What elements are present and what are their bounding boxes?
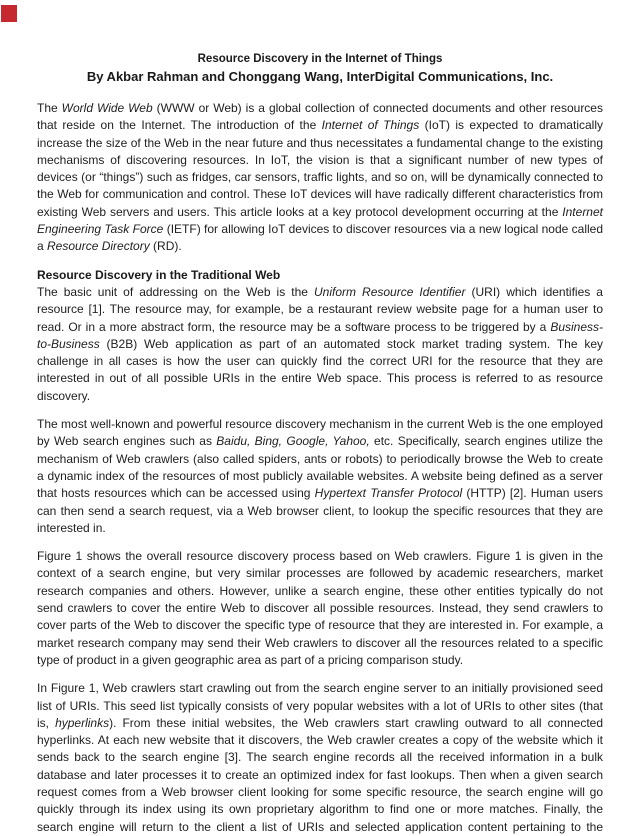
text-run: (RD). [149,239,182,254]
text-run: (IoT) is expected to dramatically increase the size of the Web in the near future and thus necessitates a fundamental change to the existing mechanisms of discovering resources. In IoT, the vision is that a significant number of new types of devices (or “things”) such as fridges, car sensors, traffic lights, and so on, will be dynamically connected to the Web for communication and control. These IoT devices will have radically different characteristics from existing Web servers and users. This article looks at a key protocol development occurring at the [37,118,603,219]
text-run: (WWW or Web) is a global collection of connected documents and other resources that reside on the Internet. The introduction of the [37,101,603,133]
body-paragraph [37,416,603,537]
red-corner-marker [1,5,17,22]
body-paragraph [37,284,603,405]
text-run: (URI) which identifies a resource [1]. The resource may, for example, be a restaurant review website page for a human user to read. Or in a more abstract form, the resource may be a software process to be triggered by a [37,284,603,334]
text-run: (B2B) Web application as part of an automated stock market trading system. The key challenge in all cases is how the user can quickly find the correct URI for the resource that they are interested in out of all possible URIs in the entire Web space. This process is referred to as resource discovery. [37,336,603,403]
document-byline: By Akbar Rahman and Chonggang Wang, InterDigital Communications, Inc. [86,69,554,84]
italic-text-run: Business-to-Business [37,319,603,351]
italic-text-run: hyperlinks [55,715,110,730]
text-run: (IETF) for allowing IoT devices to discover resources via a new logical node called a [37,222,603,254]
document-title: Resource Discovery in the Internet of Things [197,53,443,65]
text-run: (HTTP) [2]. Human users can then send a search request, via a Web browser client, to lookup the specific resources that they are interested in. [37,486,603,535]
text-run: The basic unit of addressing on the Web is the [37,284,314,299]
italic-text-run: Internet of Things [321,118,420,133]
section-heading [37,267,603,284]
text-run: The [37,101,62,115]
text-run: Resource Discovery in the Traditional Web [37,267,281,282]
text-run: In Figure 1, Web crawlers start crawling out from the search engine server to an initially provisioned seed list of URIs. This seed list typically consists of very popular websites with a lot of URIs to other sites (that is, [37,681,603,730]
italic-text-run: Uniform Resource Identifier [313,284,466,299]
text-run: Figure 1 shows the overall resource discovery process based on Web crawlers. Figure 1 is given in the context of a search engine, but very similar processes are followed by academic researchers, market research companies and others. However, unlike a search engine, these other entities typically do not send crawlers to cover the entire Web to discover all possible resources. Instead, they send crawlers to cover parts of the Web to discover the specific type of resource that they are interested in. For example, a market research company may send their Web crawlers to discover all the resources related to a specific type of product in a given geographic area as part of a pricing comparison study. [37,549,603,667]
body-paragraph [37,100,603,256]
italic-text-run: Hypertext Transfer Protocol [314,486,463,501]
text-run: ). From these initial websites, the Web crawlers start crawling outward to all connected hyperlinks. At each new website that it discovers, the Web crawler creates a copy of the website which it sends back to the search engine [3]. The search engine records all the received information in a bulk database and later processes it to create an optimized index for fast lookups. Then when a given search request comes from a Web browser client looking for some specific resource, the search engine will go quickly through its index using its own proprietary algorithm to find one or more matches. Finally, the search engine will return to the client a list of URIs and selected application content pertaining to the [37,715,604,834]
document-body [37,100,603,836]
italic-text-run: Internet Engineering Task Force [37,204,603,237]
italic-text-run: World Wide Web [61,101,153,115]
body-paragraph [37,680,603,836]
body-paragraph [37,548,603,669]
text-run: The most well-known and powerful resource discovery mechanism in the current Web is the one employed by Web search engines such as [37,417,603,449]
text-run: etc. Specifically, search engines utilize the mechanism of Web crawlers (also called spiders, ants or robots) to periodically browse the Web to create a dynamic index of the resources of most publicly available websites. A website being defined as a server that hosts resources which can be accessed using [37,434,603,501]
italic-text-run: Baidu, Bing, Google, Yahoo, [216,434,370,449]
italic-text-run: Resource Directory [47,239,150,254]
